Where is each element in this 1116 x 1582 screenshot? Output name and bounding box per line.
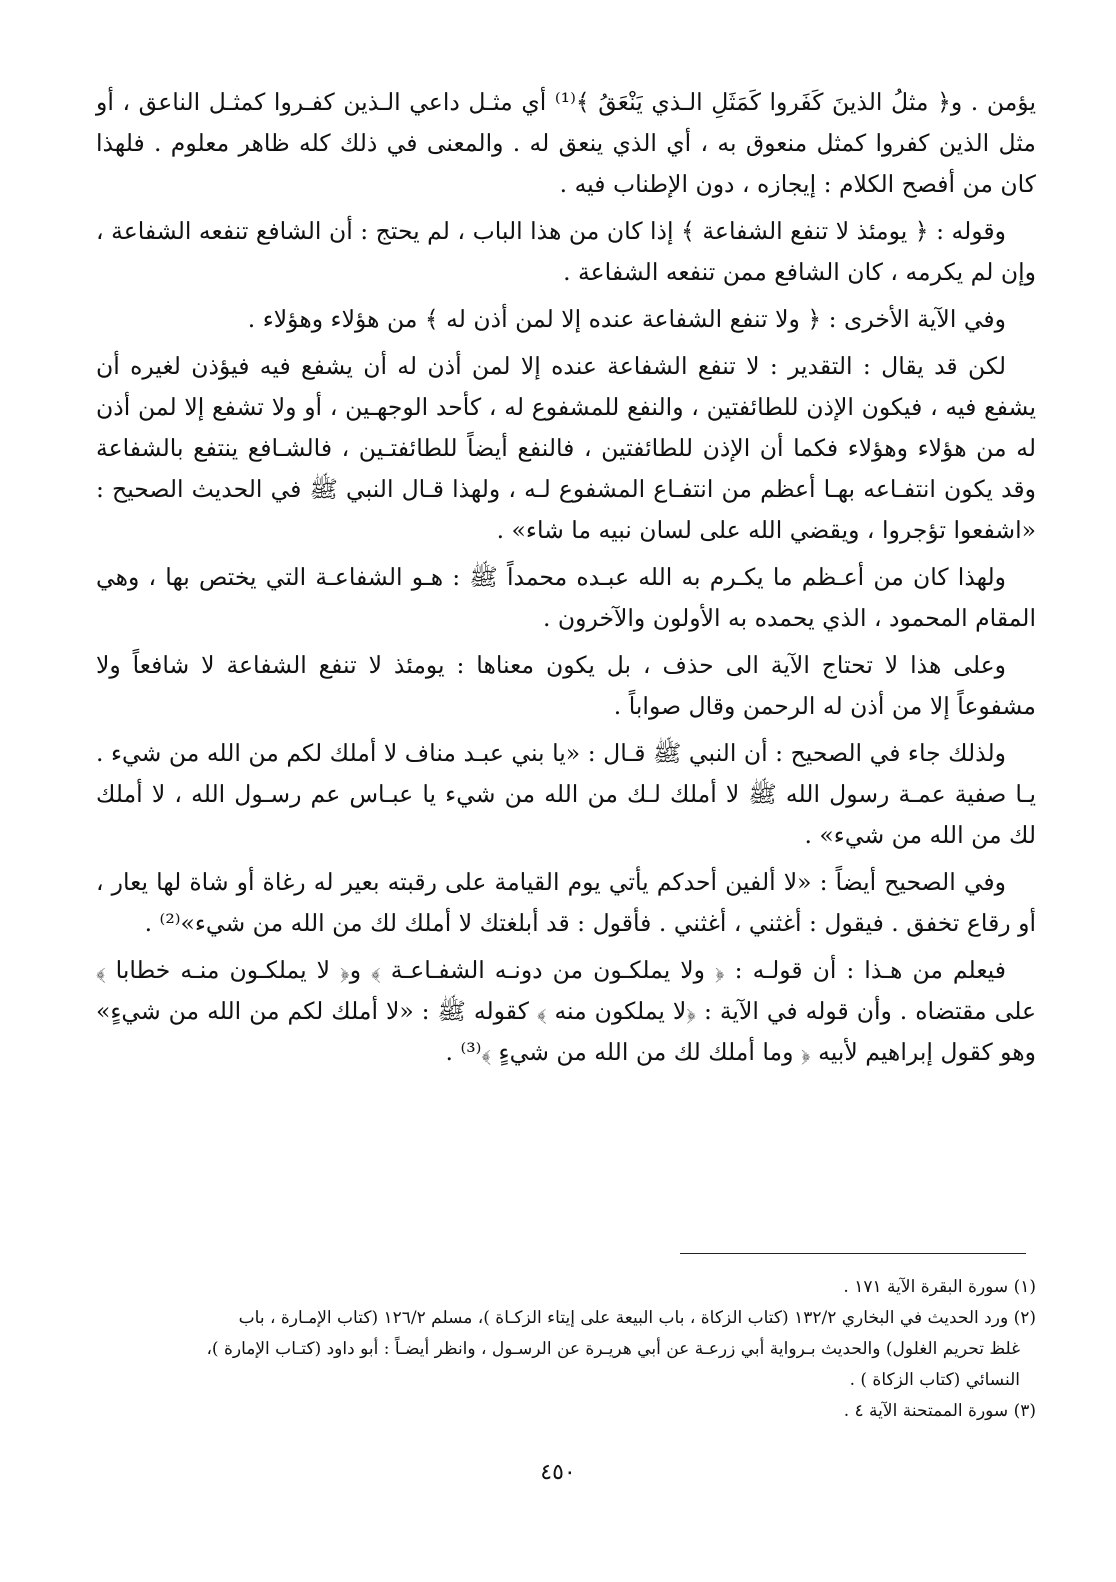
paragraph: وفي الصحيح أيضاً : «لا ألفين أحدكم يأتي يوم القيامة على رقبته بعير له رغاة أو شاة لها يعار ، أو رقاع تخفق . فيقول : أغثني ، أغثني . فأقول : قد أبلغتك لا أملك لك من الله من شيء»⁽²⁾ . — [96, 868, 1036, 937]
paragraph: فيعلم من هـذا : أن قولـه : ﴿ ولا يملكـون من دونـه الشفـاعـة ﴾ و﴿ لا يملكـون منـه خطابا ﴾ على مقتضاه . وأن قوله في الآية : ﴿لا يملكون منه ﴾ كقوله ﷺ : «لا أملك لكم من الله من شيءٍ» وهو كقول إبراهيم لأبيه ﴿ وما أملك لك من الله من شيءٍ ﴾⁽³⁾ . — [96, 956, 1036, 1066]
footnotes-section — [96, 1272, 1036, 1427]
main-text-body — [96, 82, 1036, 1079]
paragraph: وفي الآية الأخرى : ﴿ ولا تنفع الشفاعة عنده إلا لمن أذن له ﴾ من هؤلاء وهؤلاء . — [247, 305, 1006, 333]
page-number: ٤٥٠ — [540, 1460, 576, 1485]
paragraph: لكن قد يقال : التقدير : لا تنفع الشفاعة عنده إلا لمن أذن له أن يشفع فيه فيؤذن لغيره أن يشفع فيه ، فيكون الإذن للطائفتين ، والنفع للمشفوع له ، كأحد الوجهـين ، أو ولا تشفع إلا لمن أذن له من هؤلاء وهؤلاء فكما أن الإذن للطائفتين ، فالنفع أيضاً للطائفتـين ، فالشـافع ينتفع بالشفاعة وقد يكون انتفـاعه بهـا أعظم من انتفـاع المشفوع لـه ، ولهذا قـال النبي ﷺ في الحديث الصحيح : «اشفعوا تؤجروا ، ويقضي الله على لسان نبيه ما شاء» . — [96, 352, 1036, 544]
footnote: (٣) سورة الممتحنة الآية ٤ . — [843, 1401, 1036, 1421]
paragraph: ولذلك جاء في الصحيح : أن النبي ﷺ قـال : «يا بني عبـد مناف لا أملك لكم من الله من شيء . يـا صفية عمـة رسول الله ﷺ لا أملك لـك من الله من شيء يا عبـاس عم رسـول الله ، لا أملك لك من الله من شيء» . — [96, 739, 1036, 849]
footnote: (٢) ورد الحديث في البخاري ١٣٢/٢ (كتاب الزكاة ، باب البيعة على إيتاء الزكـاة )، مسلم ١٢٦/٢ (كتاب الإمـارة ، باب — [238, 1308, 1036, 1328]
paragraph: ولهذا كان من أعـظم ما يكـرم به الله عبـده محمداً ﷺ : هـو الشفاعـة التي يختص بها ، وهي المقام المحمود ، الذي يحمده به الأولون والآخرون . — [96, 563, 1036, 632]
footnote-divider — [680, 1253, 1026, 1254]
footnote-continuation: غلظ تحريم الغلول) والحديث بـرواية أبي زرعـة عن أبي هريـرة عن الرسـول ، وانظر أيضـاً : أبو داود (كتـاب الإمارة )، — [206, 1339, 1020, 1359]
paragraph: يؤمن . و﴿ مثلُ الذينَ كَفَروا كَمَثَلِ الـذي يَنْعَقُ ﴾⁽¹⁾ أي مثـل داعي الـذين كفـروا كمثـل الناعق ، أو مثل الذين كفروا كمثل منعوق به ، أي الذي ينعق له . والمعنى في ذلك كله ظاهر معلوم . فلهذا كان من أفصح الكلام : إيجازه ، دون الإطناب فيه . — [96, 88, 1036, 198]
footnote-continuation: النسائي (كتاب الزكاة ) . — [849, 1370, 1020, 1390]
paragraph: وقوله : ﴿ يومئذ لا تنفع الشفاعة ﴾ إذا كان من هذا الباب ، لم يحتج : أن الشافع تنفعه الشفاعة ، وإن لم يكرمه ، كان الشافع ممن تنفعه الشفاعة . — [96, 217, 1036, 286]
paragraph: وعلى هذا لا تحتاج الآية الى حذف ، بل يكون معناها : يومئذ لا تنفع الشفاعة لا شافعاً ولا مشفوعاً إلا من أذن له الرحمن وقال صواباً . — [96, 651, 1036, 720]
footnote: (١) سورة البقرة الآية ١٧١ . — [843, 1277, 1036, 1297]
